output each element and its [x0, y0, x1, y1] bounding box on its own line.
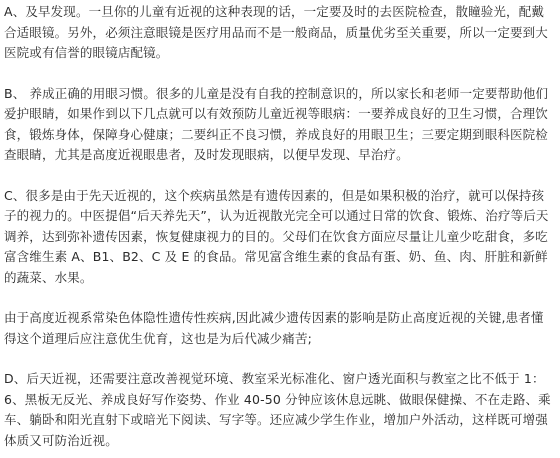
paragraph-spacer	[4, 64, 556, 84]
paragraph-spacer	[4, 349, 556, 369]
paragraph-a: A、及早发现。一旦你的儿童有近视的这种表现的话，一定要及时的去医院检查，散瞳验光，配戴合适眼镜。另外，必须注意眼镜是医疗用品而不是一般商品，质量优劣至关重要，所以一定要到大医院或有信誉的眼镜店配镜。	[4, 4, 548, 60]
paragraph-note: 由于高度近视系常染色体隐性遗传性疾病,因此减少遗传因素的影响是防止高度近视的关键,患者懂得这个道理后应注意优生优育，这也是为后代减少痛苦;	[4, 310, 544, 346]
paragraph-spacer	[4, 166, 556, 186]
paragraph-c: C、很多是由于先天近视的，这个疾病虽然是有遗传因素的，但是如果积极的治疗，就可以保持孩子的视力的。中医提倡“后天养先天”，认为近视散光完全可以通过日常的饮食、锻炼、治疗等后天调养，达到弥补遗传因素，恢复健康视力的目的。父母们在饮食方面应尽量让儿童少吃甜食，多吃富含维生素 A、B1、B2、C 及 E 的食品。常见富含维生素的食品有蛋、奶、鱼、肉、肝脏和新鲜的蔬菜、水果。	[4, 187, 549, 285]
paragraph-spacer	[4, 288, 556, 308]
paragraph-d: D、后天近视，还需要注意改善视觉环境、教室采光标准化、窗户透光面积与教室之比不低于 1：6、黑板无反光、养成良好写作姿势、作业 40-50 分钟应该休息远眺、做眼保健操、不在走路、乘车、躺卧和阳光直射下或暗光下阅读、写字等。还应减少学生作业，增加户外活动，这样既可增强体质又可防治近视。	[4, 371, 551, 448]
paragraph-b: B、 养成正确的用眼习惯。很多的儿童是没有自我的控制意识的，所以家长和老师一定要帮助他们爱护眼睛，如果作到以下几点就可以有效预防儿童近视等眼病：一要养成良好的卫生习惯，合理饮食，锻炼身体，保障身心健康；二要纠正不良习惯，养成良好的用眼卫生；三要定期到眼科医院检查眼睛，尤其是高度近视眼患者，及时发现眼病，以便早发现、早治疗。	[4, 85, 549, 162]
